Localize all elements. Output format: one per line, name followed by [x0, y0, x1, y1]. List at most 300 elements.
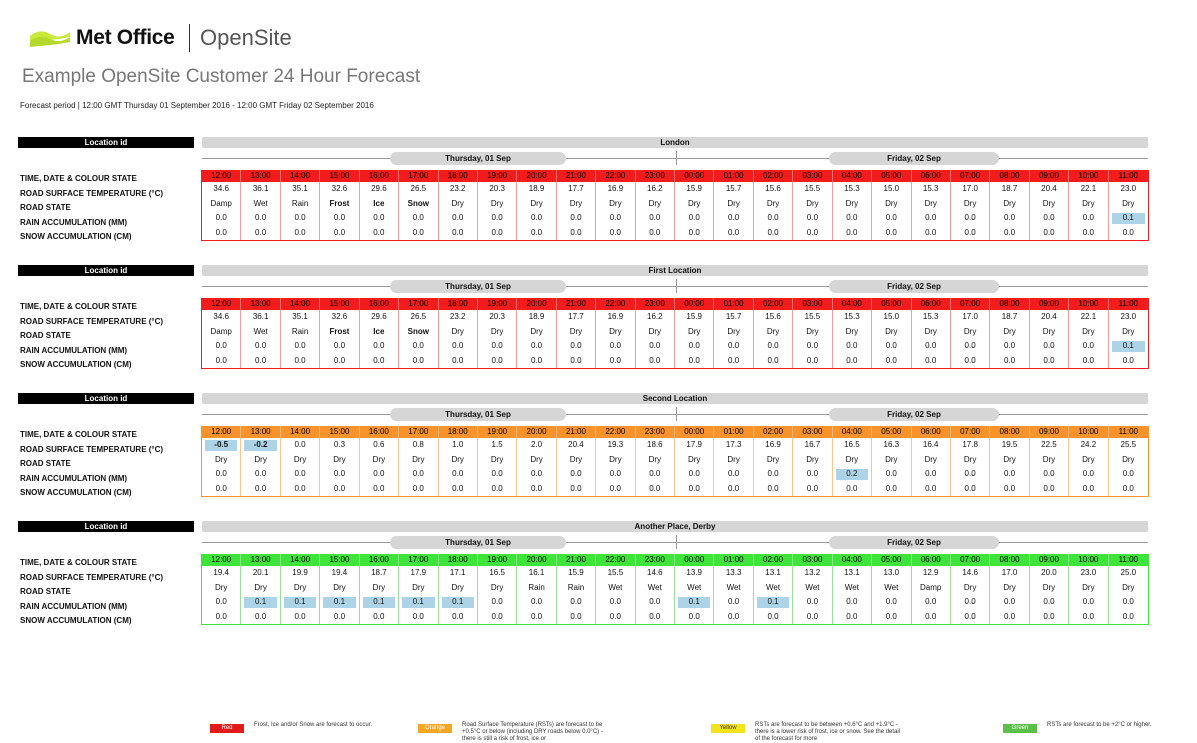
cell-value: 0.0 — [649, 227, 661, 237]
data-cell — [636, 581, 675, 596]
cell-value: 15.0 — [883, 312, 900, 321]
data-cell — [990, 226, 1029, 241]
cell-value: 1.5 — [491, 440, 503, 449]
hour-cell: 20:00 — [517, 170, 556, 182]
cell-value: 29.6 — [371, 312, 387, 321]
cell-value: Dry — [687, 454, 701, 464]
data-cell — [912, 595, 951, 610]
cell-value: Rain — [567, 582, 585, 592]
cell-value: 17.9 — [410, 568, 427, 577]
data-cell — [1109, 595, 1148, 610]
data-cell — [714, 595, 753, 610]
cell-value: 15.7 — [725, 312, 742, 321]
data-cell — [793, 566, 832, 581]
hours-row — [202, 554, 1148, 566]
data-cell — [439, 595, 478, 610]
data-cell — [596, 581, 635, 596]
hour-cell: 01:00 — [714, 426, 753, 438]
hour-cell: 13:00 — [241, 170, 280, 182]
data-cell — [754, 566, 793, 581]
day-divider-tick — [676, 407, 677, 421]
cell-value: Dry — [372, 582, 386, 592]
cell-value: -0.5 — [214, 440, 229, 449]
data-cell — [675, 566, 714, 581]
row-label: ROAD SURFACE TEMPERATURE (°C) — [20, 188, 164, 198]
data-cell — [241, 182, 280, 197]
cell-value: Dry — [845, 454, 859, 464]
data-cell — [636, 595, 675, 610]
hour-cell: 02:00 — [754, 298, 793, 310]
data-cell — [360, 226, 399, 241]
data-cell — [754, 354, 793, 369]
cell-value: 0.0 — [649, 355, 661, 365]
data-cell — [439, 467, 478, 482]
data-cell — [360, 581, 399, 596]
cell-value: 19.9 — [292, 568, 308, 577]
data-cell — [1109, 197, 1148, 212]
cell-value: 0.0 — [412, 611, 424, 621]
cell-value: 26.5 — [410, 312, 427, 321]
data-cell — [714, 566, 753, 581]
cell-value: 0.0 — [255, 483, 267, 493]
data-cell — [241, 453, 280, 468]
cell-value: Dry — [806, 326, 819, 336]
cell-value: Dry — [609, 454, 622, 464]
brand-name: Met Office — [76, 26, 175, 49]
hour-cell: 02:00 — [754, 426, 793, 438]
location-name: Second Location — [202, 393, 1148, 404]
hour-cell: 19:00 — [478, 426, 517, 438]
cell-value: 0.0 — [333, 341, 346, 350]
hour-cell: 19:00 — [478, 298, 517, 310]
hour-cell: 08:00 — [990, 554, 1029, 566]
hour-cell: 23:00 — [636, 426, 675, 438]
data-cell — [714, 211, 753, 226]
data-cell — [714, 581, 753, 596]
hour-cell: 18:00 — [439, 426, 478, 438]
data-cell — [596, 453, 635, 468]
hour-cell: 12:00 — [202, 426, 241, 438]
hour-cell: 12:00 — [202, 554, 241, 566]
cell-value: 19.3 — [607, 440, 624, 449]
cell-value: Dry — [569, 198, 583, 208]
hour-cell: 14:00 — [281, 426, 320, 438]
cell-value: 0.0 — [215, 213, 227, 222]
data-cell — [675, 581, 714, 596]
data-cell — [399, 566, 438, 581]
cell-value: Dry — [766, 454, 780, 464]
cell-value: 0.0 — [728, 341, 740, 350]
data-cell — [636, 197, 675, 212]
data-cell — [754, 182, 793, 197]
cell-value: Dry — [1003, 198, 1016, 208]
hour-cell: 10:00 — [1069, 426, 1108, 438]
cell-value: 0.0 — [1122, 597, 1134, 606]
row-label: ROAD SURFACE TEMPERATURE (°C) — [20, 444, 164, 454]
data-cell — [1069, 211, 1108, 226]
data-cell — [636, 566, 675, 581]
data-cell — [912, 610, 951, 625]
cell-value: 17.0 — [962, 184, 978, 193]
cell-value: 0.0 — [885, 597, 897, 606]
cell-value: 0.0 — [885, 341, 897, 350]
data-cell — [320, 339, 359, 354]
hour-cell: 10:00 — [1069, 298, 1108, 310]
brand-separator — [189, 24, 191, 52]
cell-value: 0.1 — [294, 597, 306, 606]
data-cell — [714, 610, 753, 625]
hour-cell: 05:00 — [872, 426, 911, 438]
cell-value: 17.7 — [568, 312, 584, 321]
cell-value: 0.0 — [255, 213, 267, 222]
cell-value: Wet — [687, 582, 702, 592]
data-cell — [439, 197, 478, 212]
data-cell — [478, 211, 517, 226]
cell-value: 0.0 — [688, 611, 700, 621]
cell-value: 32.6 — [331, 312, 348, 321]
data-cell — [951, 197, 990, 212]
hour-cell: 18:00 — [439, 554, 478, 566]
data-cell — [833, 339, 872, 354]
row-labels — [20, 172, 200, 245]
cell-value: 0.0 — [294, 469, 306, 478]
hour-cell: 14:00 — [281, 170, 320, 182]
data-cell — [360, 182, 399, 197]
data-cell — [281, 182, 320, 197]
cell-value: Wet — [253, 198, 268, 208]
cell-value: 0.0 — [491, 355, 503, 365]
cell-value: 18.6 — [647, 440, 663, 449]
location-id-label: Location id — [18, 137, 194, 148]
cell-value: 19.4 — [213, 568, 229, 577]
cell-value: 0.0 — [333, 483, 346, 493]
data-cell — [478, 226, 517, 241]
data-cell — [872, 453, 911, 468]
cell-value: Ice — [373, 198, 385, 208]
cell-value: 0.0 — [412, 227, 424, 237]
cell-value: Damp — [210, 198, 232, 208]
data-cell — [833, 182, 872, 197]
data-cell — [399, 226, 438, 241]
forecast-grid — [201, 426, 1149, 497]
hour-cell: 19:00 — [478, 170, 517, 182]
cell-value: 0.0 — [333, 611, 346, 621]
data-cell — [517, 310, 556, 325]
data-cell — [557, 438, 596, 453]
data-cell — [241, 211, 280, 226]
data-cell — [990, 310, 1029, 325]
cell-value: Dry — [1122, 454, 1135, 464]
data-cell — [596, 566, 635, 581]
data-cell — [596, 467, 635, 482]
cell-value: 0.0 — [373, 483, 385, 493]
data-cell — [399, 438, 438, 453]
data-cell — [517, 197, 556, 212]
data-cell — [1109, 354, 1148, 369]
hour-cell: 07:00 — [951, 426, 990, 438]
cell-value: 0.0 — [530, 355, 543, 365]
data-cell — [872, 354, 911, 369]
data-cell — [478, 197, 517, 212]
data-cell — [793, 182, 832, 197]
data-cell — [714, 453, 753, 468]
hour-cell: 21:00 — [557, 554, 596, 566]
cell-value: 34.6 — [213, 312, 229, 321]
data-cell — [320, 325, 359, 340]
cell-value: 18.9 — [528, 312, 545, 321]
data-cell — [478, 182, 517, 197]
data-cell — [714, 467, 753, 482]
data-cell — [1030, 595, 1069, 610]
cell-value: 16.3 — [883, 440, 900, 449]
cell-value: 0.0 — [885, 611, 897, 621]
data-cell — [793, 339, 832, 354]
data-cell — [202, 211, 241, 226]
cell-value: 0.1 — [452, 597, 464, 606]
temperature-row — [202, 438, 1148, 453]
cell-value: 35.1 — [292, 184, 308, 193]
data-cell — [202, 453, 241, 468]
data-cell — [912, 438, 951, 453]
data-cell — [754, 339, 793, 354]
day-label: Friday, 02 Sep — [829, 536, 999, 549]
data-cell — [793, 438, 832, 453]
cell-value: 0.0 — [649, 597, 661, 606]
location-name: First Location — [202, 265, 1148, 276]
cell-value: Dry — [569, 454, 583, 464]
cell-value: 15.5 — [804, 184, 821, 193]
data-cell — [912, 310, 951, 325]
data-cell — [439, 226, 478, 241]
cell-value: Rain — [291, 326, 309, 336]
cell-value: Dry — [530, 198, 543, 208]
cell-value: 26.5 — [410, 184, 427, 193]
data-cell — [872, 610, 911, 625]
data-cell — [241, 310, 280, 325]
data-cell — [1069, 310, 1108, 325]
hour-cell: 09:00 — [1030, 170, 1069, 182]
data-cell — [557, 182, 596, 197]
cell-value: 20.1 — [252, 568, 269, 577]
cell-value: Dry — [885, 198, 898, 208]
cell-value: 16.9 — [607, 312, 624, 321]
data-cell — [557, 453, 596, 468]
data-cell — [360, 482, 399, 497]
cell-value: 0.0 — [688, 355, 700, 365]
cell-value: 0.0 — [452, 227, 464, 237]
cell-value: Dry — [1003, 326, 1016, 336]
data-cell — [912, 197, 951, 212]
data-cell — [1109, 566, 1148, 581]
forecast-grid — [201, 554, 1149, 625]
cell-value: 29.6 — [371, 184, 387, 193]
cell-value: 0.0 — [1043, 341, 1055, 350]
row-label: ROAD STATE — [20, 331, 71, 340]
legend-text: RSTs are forecast to be between +0.6°C and +1.9°C - there is a lower risk of frost, ice or snow. See the detail of the forecast for more — [755, 722, 901, 742]
data-cell — [478, 310, 517, 325]
legend-text: Road Surface Temperature (RSTs) are forecast to be +0.5°C or below (including DRY roads below 0.0°C) - there is still a risk of frost, ice or — [462, 722, 603, 742]
cell-value: 0.0 — [925, 227, 937, 237]
data-cell — [793, 610, 832, 625]
data-cell — [281, 226, 320, 241]
data-cell — [636, 467, 675, 482]
data-cell — [872, 310, 911, 325]
data-cell — [990, 467, 1029, 482]
data-cell — [1069, 482, 1108, 497]
cell-value: 16.5 — [844, 440, 860, 449]
cell-value: 0.0 — [215, 611, 227, 621]
hour-cell: 21:00 — [557, 298, 596, 310]
cell-value: 0.6 — [373, 440, 385, 449]
cell-value: 23.0 — [1120, 312, 1137, 321]
cell-value: 0.0 — [530, 483, 543, 493]
cell-value: 0.0 — [294, 611, 306, 621]
cell-value: Frost — [329, 326, 350, 336]
hour-cell: 20:00 — [517, 426, 556, 438]
data-cell — [1069, 197, 1108, 212]
data-cell — [1109, 467, 1148, 482]
data-cell — [754, 211, 793, 226]
cell-value: 0.0 — [964, 469, 976, 478]
location-block — [18, 393, 1150, 505]
forecast-period: Forecast period | 12:00 GMT Thursday 01 September 2016 - 12:00 GMT Friday 02 September 2016 — [20, 101, 374, 110]
cell-value: Dry — [1082, 582, 1095, 592]
snow-row — [202, 354, 1148, 369]
location-block — [18, 137, 1150, 249]
cell-value: 0.0 — [294, 355, 306, 365]
row-label: SNOW ACCUMULATION (CM) — [20, 488, 132, 497]
data-cell — [320, 453, 359, 468]
hour-cell: 06:00 — [912, 170, 951, 182]
cell-value: 0.0 — [925, 469, 937, 478]
data-cell — [912, 339, 951, 354]
cell-value: 0.1 — [373, 597, 385, 606]
data-cell — [1109, 339, 1148, 354]
day-divider-tick — [676, 279, 677, 293]
data-cell — [281, 325, 320, 340]
cell-value: 0.0 — [609, 355, 621, 365]
data-cell — [754, 453, 793, 468]
cell-value: 23.0 — [1080, 568, 1097, 577]
data-cell — [912, 211, 951, 226]
data-cell — [872, 438, 911, 453]
data-cell — [793, 467, 832, 482]
data-cell — [439, 354, 478, 369]
data-cell — [399, 182, 438, 197]
data-cell — [1109, 211, 1148, 226]
cell-value: 15.6 — [765, 184, 781, 193]
header — [28, 22, 292, 54]
cell-value: 18.7 — [1001, 312, 1018, 321]
cell-value: 0.0 — [1082, 611, 1094, 621]
cell-value: 2.0 — [530, 440, 543, 449]
data-cell — [1109, 581, 1148, 596]
cell-value: Dry — [1122, 582, 1135, 592]
data-cell — [281, 310, 320, 325]
cell-value: 0.0 — [570, 597, 582, 606]
cell-value: 0.0 — [333, 213, 346, 222]
data-cell — [1030, 610, 1069, 625]
cell-value: 17.9 — [686, 440, 702, 449]
location-id-label: Location id — [18, 521, 194, 532]
cell-value: 0.0 — [530, 213, 543, 222]
hour-cell: 03:00 — [793, 426, 832, 438]
hour-cell: 23:00 — [636, 554, 675, 566]
data-cell — [241, 197, 280, 212]
data-cell — [990, 453, 1029, 468]
snow-row — [202, 226, 1148, 241]
data-cell — [320, 211, 359, 226]
data-cell — [241, 226, 280, 241]
cell-value: 20.4 — [1041, 184, 1057, 193]
cell-value: 0.0 — [846, 611, 858, 621]
data-cell — [1069, 566, 1108, 581]
cell-value: 13.9 — [686, 568, 702, 577]
cell-value: 0.0 — [1003, 597, 1016, 606]
cell-value: 0.0 — [373, 227, 385, 237]
data-cell — [439, 610, 478, 625]
data-cell — [793, 310, 832, 325]
hour-cell: 22:00 — [596, 298, 635, 310]
cell-value: 15.0 — [883, 184, 900, 193]
hour-cell: 19:00 — [478, 554, 517, 566]
cell-value: 0.0 — [1043, 355, 1055, 365]
data-cell — [951, 595, 990, 610]
data-cell — [990, 482, 1029, 497]
cell-value: 0.0 — [846, 483, 858, 493]
cell-value: Dry — [530, 454, 543, 464]
cell-value: 0.0 — [767, 469, 779, 478]
cell-value: 0.0 — [1003, 213, 1016, 222]
data-cell — [281, 595, 320, 610]
cell-value: 0.0 — [255, 355, 267, 365]
data-cell — [202, 482, 241, 497]
data-cell — [714, 197, 753, 212]
hour-cell: 20:00 — [517, 554, 556, 566]
row-labels — [20, 556, 200, 629]
data-cell — [360, 595, 399, 610]
row-label: ROAD STATE — [20, 459, 71, 468]
cell-value: 23.2 — [449, 184, 466, 193]
cell-value: Dry — [648, 198, 662, 208]
cell-value: Dry — [490, 582, 504, 592]
data-cell — [517, 453, 556, 468]
snow-row — [202, 610, 1148, 625]
hour-cell: 06:00 — [912, 554, 951, 566]
data-cell — [360, 610, 399, 625]
cell-value: 0.0 — [1043, 483, 1055, 493]
cell-value: 34.6 — [213, 184, 229, 193]
data-cell — [360, 339, 399, 354]
data-cell — [241, 595, 280, 610]
cell-value: 0.0 — [728, 213, 740, 222]
hour-cell: 11:00 — [1118, 555, 1138, 564]
cell-value: Dry — [963, 454, 977, 464]
cell-value: Dry — [648, 326, 662, 336]
data-cell — [360, 211, 399, 226]
data-cell — [793, 325, 832, 340]
met-office-logo-icon — [28, 26, 72, 50]
hour-cell: 21:00 — [557, 170, 596, 182]
data-cell — [793, 354, 832, 369]
cell-value: 0.0 — [1003, 469, 1016, 478]
cell-value: 0.0 — [1122, 227, 1134, 237]
data-cell — [1109, 310, 1148, 325]
hour-cell: 17:00 — [399, 298, 438, 310]
data-cell — [636, 339, 675, 354]
cell-value: 0.0 — [964, 227, 976, 237]
data-cell — [320, 610, 359, 625]
